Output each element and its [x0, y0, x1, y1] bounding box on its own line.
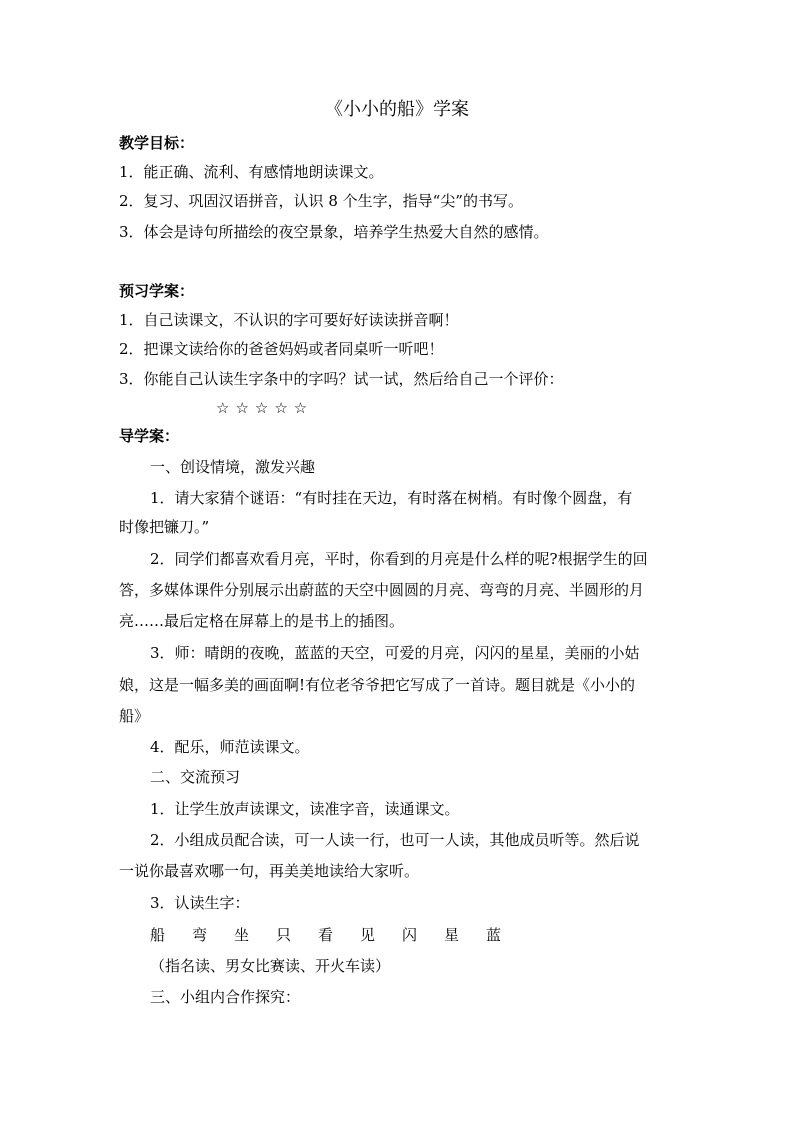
paragraph-line: 船》 [119, 707, 150, 725]
paragraph-line: 2．小组成员配合读，可一人读一行，也可一人读，其他成员听等。然后说 [150, 831, 640, 849]
paragraph-line: 2．同学们都喜欢看月亮，平时，你看到的月亮是什么样的呢?根据学生的回 [150, 550, 648, 568]
character: 看 [318, 926, 334, 944]
preview-item: 1．自己读课文，不认识的字可要好好读读拼音啊！ [119, 311, 459, 329]
rating-stars: ☆☆☆☆☆ [216, 399, 314, 417]
page-title: 《小小的船》学案 [325, 99, 469, 120]
character: 见 [360, 926, 376, 944]
preview-heading: 预习学案： [119, 282, 195, 300]
paragraph-line: 3．认读生字： [150, 894, 250, 912]
objective-item: 2．复习、巩固汉语拼音，认识 8 个生字，指导“尖”的书写。 [119, 192, 523, 210]
paragraph-line: 亮……最后定格在屏幕上的是书上的插图。 [119, 612, 405, 630]
paragraph-line: 4．配乐，师范读课文。 [150, 738, 310, 756]
paragraph-line: 娘，这是一幅多美的画面啊!有位老爷爷把它写成了一首诗。题目就是《小小的 [119, 676, 636, 694]
paragraph-line: 时像把镰刀。” [119, 518, 210, 536]
character: 坐 [234, 926, 250, 944]
paragraph-line: 3．师：晴朗的夜晚，蓝蓝的天空，可爱的月亮，闪闪的星星，美丽的小姑 [150, 644, 640, 662]
paragraph-line: 1．让学生放声读课文，读准字音，读通课文。 [150, 800, 460, 818]
section-heading: 二、交流预习 [150, 768, 241, 786]
objective-item: 3．体会是诗句所描绘的夜空景象，培养学生热爱大自然的感情。 [119, 223, 549, 241]
character: 蓝 [486, 926, 502, 944]
section-heading: 一、创设情境，激发兴趣 [150, 458, 316, 476]
character-list [150, 925, 710, 945]
section-heading: 三、小组内合作探究： [150, 988, 301, 1006]
character: 星 [444, 926, 460, 944]
paragraph-line: 一说你最喜欢哪一句，再美美地读给大家听。 [119, 862, 420, 880]
preview-item: 3．你能自己认读生字条中的字吗？试一试，然后给自己一个评价： [119, 370, 564, 388]
character: 船 [150, 926, 166, 944]
character: 闪 [402, 926, 418, 944]
paragraph-line: 1．请大家猜个谜语：“有时挂在天边，有时落在树梢。有时像个圆盘，有 [150, 489, 633, 507]
character: 只 [276, 926, 292, 944]
preview-item: 2．把课文读给你的爸爸妈妈或者同桌听一听吧！ [119, 340, 444, 358]
character: 弯 [192, 926, 208, 944]
paragraph-line: （指名读、男女比赛读、开火车读） [150, 957, 391, 975]
objective-item: 1．能正确、流利、有感情地朗读课文。 [119, 163, 384, 181]
objectives-heading: 教学目标： [119, 134, 195, 152]
guide-heading: 导学案： [119, 427, 180, 445]
paragraph-line: 答，多媒体课件分别展示出蔚蓝的天空中圆圆的月亮、弯弯的月亮、半圆形的月 [119, 581, 645, 599]
